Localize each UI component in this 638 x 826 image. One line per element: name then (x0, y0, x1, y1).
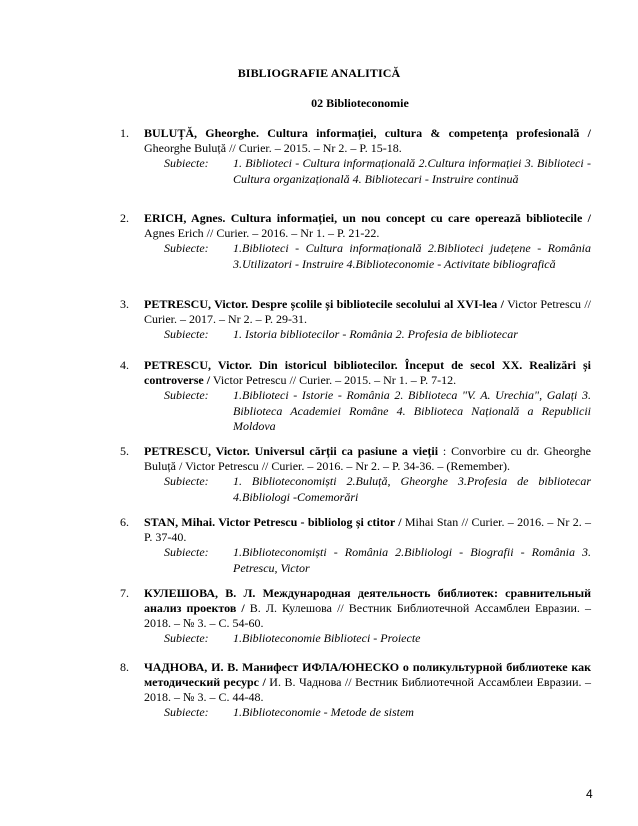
entry-details: : Convorbire cu dr. Gheorghe Buluță / Victor Petrescu // Curier. – 2016. – Nr 2. – P. 34-36. – (Remember). (144, 444, 591, 473)
subjects-label: Subiecte: (164, 631, 209, 645)
subjects-value: 1.Biblioteci - Istorie - România 2. Biblioteca "V. A. Urechia", Galați 3. Biblioteca Academiei Române 4. Biblioteca Națională a Republicii Moldova (233, 388, 591, 433)
subjects-value: 1.Biblioteconomiști - România 2.Bibliologi - Biografii - România 3. Petrescu, Victor (233, 545, 591, 575)
subjects-value: 1.Biblioteci - Cultura informațională 2.Biblioteci județene - România 3.Utilizatori - Instruire 4.Biblioteconomie - Activitate bibliografică (233, 241, 591, 271)
entry-details: И. В. Чаднова // Вестник Библиотечной Ассамблеи Евразии. – 2018. – № 3. – С. 44-48. (144, 675, 591, 704)
subjects-label: Subiecte: (164, 327, 209, 341)
entry-number: 2. (120, 211, 129, 225)
entry-details: В. Л. Кулешова // Вестник Библиотечной Ассамблеи Евразии. – 2018. – № 3. – С. 54-60. (144, 601, 591, 630)
subjects-label: Subiecte: (164, 705, 209, 719)
entry-heading: ЧАДНОВА, И. В. Манифест ИФЛА/ЮНЕСКО о поликультурной библиотеке как методический ресурс / (144, 660, 591, 689)
entry-number: 5. (120, 444, 129, 458)
entry-number: 3. (120, 297, 129, 311)
subjects-label: Subiecte: (164, 156, 209, 170)
entry-heading: ERICH, Agnes. Cultura informației, un nou concept cu care operează bibliotecile / (144, 211, 591, 225)
entry-details: Victor Petrescu // Curier. – 2015. – Nr 1. – P. 7-12. (210, 373, 457, 387)
entry-number: 1. (120, 126, 129, 140)
entry-heading: PETRESCU, Victor. Despre școlile și bibliotecile secolului al XVI-lea / (144, 297, 504, 311)
subjects-label: Subiecte: (164, 388, 209, 402)
entry-citation (144, 660, 591, 705)
entry-citation (144, 211, 591, 241)
entry-details: Mihai Stan // Curier. – 2016. – Nr 2. – P. 37-40. (144, 515, 591, 544)
subjects-label: Subiecte: (164, 241, 209, 255)
subjects-value: 1. Biblioteci - Cultura informațională 2.Cultura informației 3. Biblioteci - Cultura organizațională 4. Bibliotecari - Instruire continuă (233, 156, 591, 186)
entry-number: 6. (120, 515, 129, 529)
subjects-value: 1.Biblioteconomie - Metode de sistem (233, 705, 414, 719)
entry-citation (144, 444, 591, 474)
entry-details: Gheorghe Buluță // Curier. – 2015. – Nr 2. – P. 15-18. (144, 141, 402, 155)
subjects-value: 1. Istoria bibliotecilor - România 2. Profesia de bibliotecar (233, 327, 518, 341)
subjects-value: 1.Biblioteconomie Biblioteci - Proiecte (233, 631, 421, 645)
entry-number: 8. (120, 660, 129, 674)
entry-details: Victor Petrescu // Curier. – 2017. – Nr 2. – P. 29-31. (144, 297, 591, 326)
entry-heading: КУЛЕШОВА, В. Л. Международная деятельность библиотек: сравнительный анализ проектов / (144, 586, 591, 615)
entry-number: 7. (120, 586, 129, 600)
section-heading: 02 Biblioteconomie (311, 96, 409, 110)
entry-details: Agnes Erich // Curier. – 2016. – Nr 1. – P. 21-22. (144, 226, 380, 240)
subjects-label: Subiecte: (164, 474, 209, 488)
entry-citation (144, 297, 591, 327)
entry-heading: STAN, Mihai. Victor Petrescu - bibliolog și ctitor / (144, 515, 402, 529)
entry-heading: PETRESCU, Victor. Din istoricul bibliotecilor. Început de secol XX. Realizări și controverse / (144, 358, 591, 387)
subjects-value: 1. Biblioteconomiști 2.Buluță, Gheorghe 3.Profesia de bibliotecar 4.Bibliologi -Comemorări (233, 474, 591, 504)
page-title: BIBLIOGRAFIE ANALITICĂ (237, 66, 401, 80)
entry-heading: PETRESCU, Victor. Universul cărții ca pasiune a vieții (144, 444, 439, 458)
entry-heading: BULUȚĂ, Gheorghe. Cultura informației, cultura & competența profesională / (144, 126, 591, 140)
entry-citation (144, 126, 591, 156)
entry-citation (144, 358, 591, 388)
entry-number: 4. (120, 358, 129, 372)
entry-citation (144, 586, 591, 631)
subjects-label: Subiecte: (164, 545, 209, 559)
entry-citation (144, 515, 591, 545)
page-number: 4 (586, 787, 593, 801)
